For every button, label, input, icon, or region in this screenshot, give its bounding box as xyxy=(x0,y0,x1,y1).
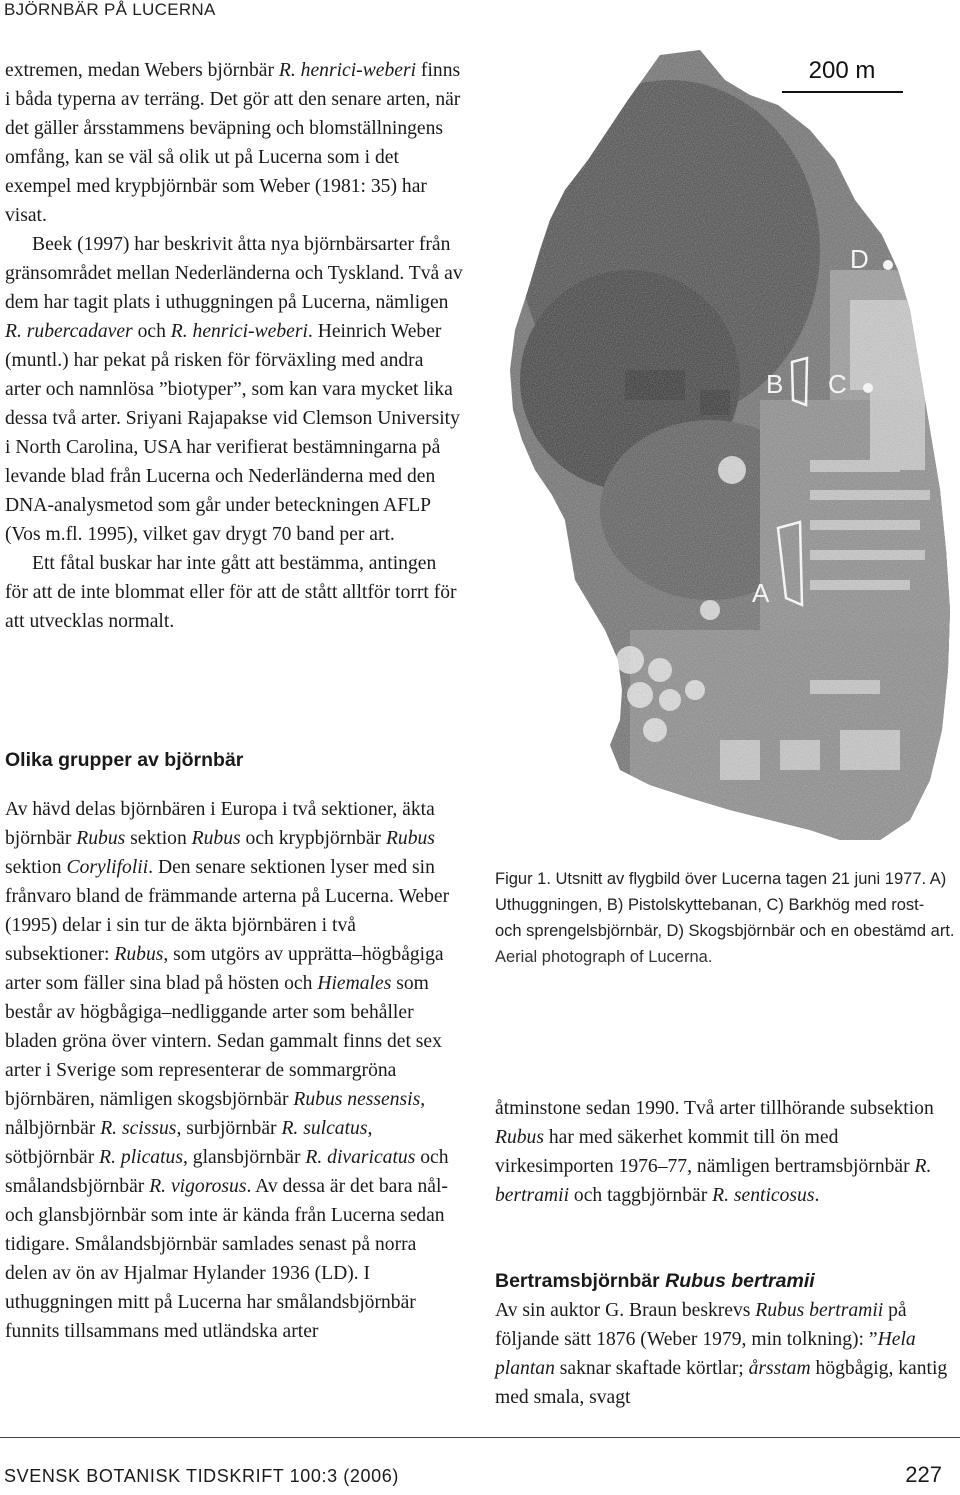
italic-run: Rubus xyxy=(385,827,435,849)
text-run: högbågig, kantig med smala, svagt xyxy=(495,1358,948,1408)
right-column-bottom xyxy=(495,1267,957,1412)
text-run: Av sin auktor G. Braun beskrevs xyxy=(495,1300,756,1321)
italic-run: Hela plantan xyxy=(495,1329,916,1379)
bertramii-heading xyxy=(495,1267,957,1296)
figure-caption xyxy=(495,866,955,970)
italic-run: Rubus nessensis xyxy=(293,1088,421,1110)
text-run: åtminstone sedan 1990. Två arter tillhörande subsektion xyxy=(495,1098,934,1119)
left-column xyxy=(5,56,463,636)
marker-c: C xyxy=(828,369,847,399)
text-run: , som utgörs av upprätta–högbågiga arter som fäller sina blad på hösten och xyxy=(5,943,444,994)
scale-label: 200 m xyxy=(808,57,876,84)
text-run: och smålandsbjörnbär xyxy=(5,1146,449,1197)
italic-run: Corylifolii xyxy=(66,856,149,878)
marker-a: A xyxy=(752,578,770,608)
right-paragraph-2 xyxy=(495,1296,957,1412)
right-column-top xyxy=(495,1094,957,1210)
italic-run: R. senticosus xyxy=(712,1185,815,1206)
italic-run: Rubus xyxy=(114,943,164,965)
text-run: sektion xyxy=(5,856,67,878)
text-run: som består av högbågiga–nedliggande arter som behåller bladen gröna över vintern. Sedan gammalt finns det sex arter i Sverige som representerar de sommargröna björnbären, nämligen skogsbjörnbär xyxy=(5,972,442,1110)
left-paragraph-1 xyxy=(5,56,463,230)
aerial-photo xyxy=(510,50,950,850)
caption-swedish: Figur 1. Utsnitt av flygbild över Lucerna tagen 21 juni 1977. A) Uthuggningen, B) Pistolskyttebanan, C) Barkhög med rost- och sprengelsbjörnbär, D) Skogsbjörnbär och en obestämd art. xyxy=(495,870,955,940)
italic-run: R. scissus xyxy=(100,1117,177,1139)
italic-run: R. plicatus xyxy=(99,1146,183,1168)
text-run: Beek (1997) har beskrivit åtta nya björnbärsarter från gränsområdet mellan Nederländerna och Tyskland. Två av dem har tagit plats i uthuggningen på Lucerna, nämligen xyxy=(5,234,463,313)
italic-run: Hiemales xyxy=(317,972,392,994)
section-body xyxy=(5,795,463,1346)
text-run: och taggbjörnbär xyxy=(569,1185,713,1206)
italic-run: R. divaricatus xyxy=(305,1146,416,1168)
italic-run: Rubus xyxy=(191,827,241,849)
section-olika-grupper xyxy=(5,746,463,1365)
italic-run: årsstam xyxy=(748,1358,811,1379)
footer-rule xyxy=(0,1437,960,1438)
running-title: BJÖRNBÄR PÅ LUCERNA xyxy=(4,0,216,19)
text-run: , nålbjörnbär xyxy=(5,1088,426,1139)
italic-run: Rubus xyxy=(76,827,126,849)
italic-run: R. henrici-weberi xyxy=(170,321,308,342)
heading-latin: Rubus bertramii xyxy=(665,1270,815,1292)
italic-run: R. sulcatus xyxy=(281,1117,368,1139)
text-run: och xyxy=(132,321,171,342)
text-run: . Den senare sektionen lyser med sin frånvaro bland de främmande arterna på Lucerna. Weber (1995) delar i sin tur de äkta björnbären i två subsektioner: xyxy=(5,856,450,965)
text-run: på följande sätt 1876 (Weber 1979, min tolkning): ” xyxy=(495,1300,907,1350)
text-run: . Heinrich Weber (muntl.) har pekat på risken för förväxling med andra arter och namnlösa ”biotyper”, som kan vara mycket lika dessa två arter. Sriyani Rajapakse vid Clemson University i North Carolina, USA har verifierat bestämningarna på levande blad från Lucerna och Nederländerna med den DNA-analysmetod som går under beteckningen AFLP (Vos m.fl. 1995), vilket gav drygt 70 band per art. xyxy=(5,321,460,545)
text-run: . Av dessa är det bara nål- och glansbjörnbär som inte är kända från Lucerna sedan tidigare. Smålandsbjörnbär samlades senast på norra delen av ön av Hjalmar Hylander 1936 (LD). I uthuggningen mitt på Lucerna har smålandsbjörnbär funnits tillsammans med utländska arter xyxy=(5,1175,448,1342)
text-run: , surbjörnbär xyxy=(176,1117,282,1139)
italic-run: R. rubercadaver xyxy=(5,321,133,342)
text-run: finns i båda typerna av terräng. Det gör att den senare arten, när det gäller årsstammens beväpning och blomställningens omfång, kan se väl så olik ut på Lucerna som i det exempel med krypbjörnbär som Weber (1981: 35) har visat. xyxy=(5,60,461,226)
section-heading: Olika grupper av björnbär xyxy=(5,749,244,771)
text-run: Ett fåtal buskar har inte gått att bestämma, antingen för att de inte blommat eller för att de stått alltför torrt för att utvecklas normalt. xyxy=(5,553,457,632)
italic-run: Rubus xyxy=(495,1127,544,1148)
text-run: , glansbjörnbär xyxy=(182,1146,306,1168)
text-run: Av hävd delas björnbären i Europa i två sektioner, äkta björnbär xyxy=(5,798,435,849)
italic-run: R. vigorosus xyxy=(149,1175,247,1197)
italic-run: R. henrici-weberi xyxy=(278,60,417,81)
italic-run: Rubus bertramii xyxy=(755,1300,884,1321)
heading-swedish: Bertramsbjörnbär xyxy=(495,1270,666,1292)
text-run: , sötbjörnbär xyxy=(5,1117,373,1168)
text-run: har med säkerhet kommit till ön med virkesimporten 1976–77, nämligen bertramsbjörnbär xyxy=(495,1127,915,1177)
text-run: . xyxy=(814,1185,820,1206)
marker-b: B xyxy=(766,369,784,399)
text-run: sektion xyxy=(125,827,192,849)
right-paragraph-1 xyxy=(495,1094,957,1210)
caption-english: Aerial photograph of Lucerna. xyxy=(495,948,713,966)
marker-d: D xyxy=(850,244,869,274)
text-run: och krypbjörnbär xyxy=(240,827,386,849)
italic-run: R. bertramii xyxy=(495,1156,932,1206)
footer-journal: SVENSK BOTANISK TIDSKRIFT 100:3 (2006) xyxy=(4,1466,399,1486)
page-number: 227 xyxy=(905,1462,942,1487)
text-run: extremen, medan Webers björnbär xyxy=(5,60,279,81)
left-paragraph-2 xyxy=(5,230,463,549)
left-paragraph-3 xyxy=(5,549,463,636)
text-run: saknar skaftade körtlar; xyxy=(554,1358,749,1379)
